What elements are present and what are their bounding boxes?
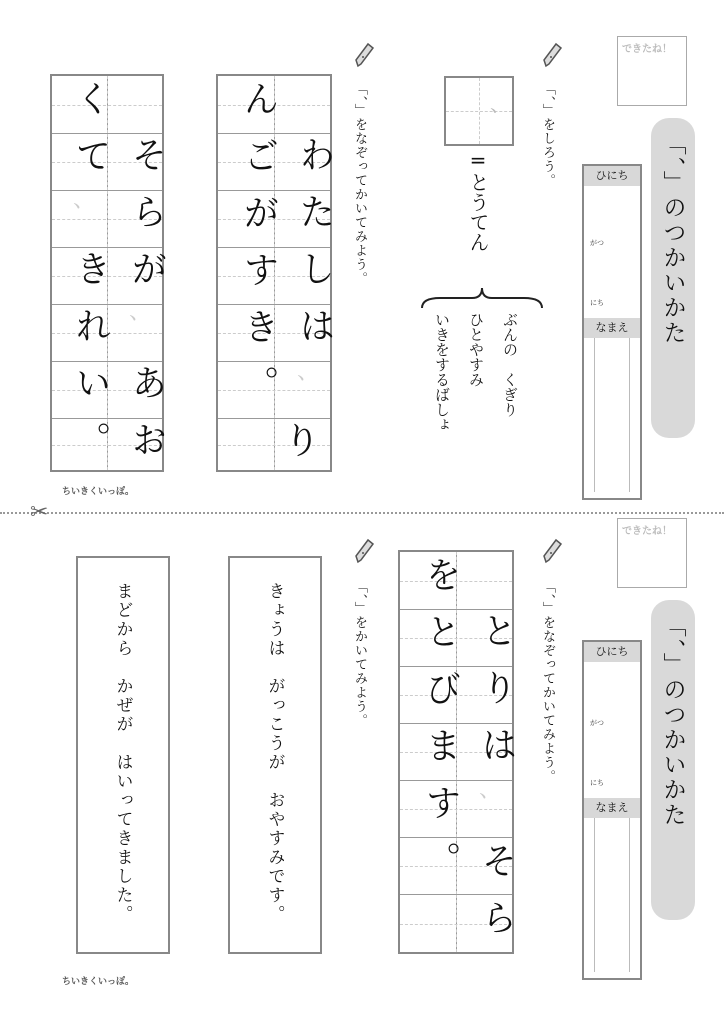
done-box-top [617,36,687,106]
name-field[interactable] [594,338,630,492]
practice-b-col2-end: きれい。 [70,250,111,478]
title-pill-top [651,118,695,438]
day-label: にち [590,779,604,787]
pencil-icon [540,40,564,70]
practice-b-col2: くて [70,80,111,194]
page-title: 「、」のつかいかた [659,614,686,828]
comma-mark: 、 [490,92,510,116]
month-label: がつ [590,719,604,727]
scissors-icon: ✂ [30,500,49,525]
comma-trace: 、 [128,300,151,325]
day-label: にち [590,299,604,307]
logo: ちいきくいっぽ。 [62,977,135,987]
sentence-2: まどから かぜが はいってきました。 [112,582,133,924]
date-name-box-top [582,164,642,500]
touten-label: =とうてん [466,148,490,252]
practice-c-col1-end: そら [476,842,517,956]
comma-trace: 、 [296,360,319,385]
brace-icon [420,286,544,310]
comma-trace: 、 [478,778,501,803]
practice-a-col1: わたしは [294,136,335,364]
done-label: できたね！ [622,44,672,55]
brace-line-3: いきをするばしょ [433,312,451,432]
instruction-write: 「、」をかいてみよう。 [352,580,367,728]
page-title: 「、」のつかいかた [659,132,686,346]
brace-line-1: ぶんの くぎり [501,312,519,417]
instruction-trace-top: 「、」をなぞってかいてみよう。 [352,82,367,286]
practice-b-col1: そらが [126,136,167,307]
pencil-icon [352,40,376,70]
name-field[interactable] [594,818,630,972]
writing-strip-2[interactable] [76,556,170,954]
pencil-icon [540,536,564,566]
sentence-1: きょうは がっこうが おやすみです。 [264,582,285,924]
practice-a-col1-end: り [283,421,320,462]
title-pill-bottom [651,600,695,920]
name-label: なまえ [584,798,640,818]
name-label: なまえ [584,318,640,338]
cut-line [0,512,724,514]
practice-c-col2: をとびます。 [420,556,461,898]
practice-a-col2: んごがすき。 [238,80,279,422]
instruction-learn: 「、」をしろう。 [540,82,555,188]
done-label: できたね！ [622,526,672,537]
date-name-box-bottom [582,640,642,980]
done-box-bottom [617,518,687,588]
month-label: がつ [590,239,604,247]
date-label: ひにち [584,166,640,186]
date-label: ひにち [584,642,640,662]
comma-trace: 、 [72,188,95,213]
logo: ちいきくいっぽ。 [62,487,135,497]
instruction-trace-bottom: 「、」をなぞってかいてみよう。 [540,580,555,784]
pencil-icon [352,536,376,566]
practice-c-col1: とりは [476,612,517,783]
brace-line-2: ひとやすみ [467,312,485,387]
touten-example-box [444,76,514,146]
practice-b-col1-end: あお [126,364,167,478]
writing-strip-1[interactable] [228,556,322,954]
